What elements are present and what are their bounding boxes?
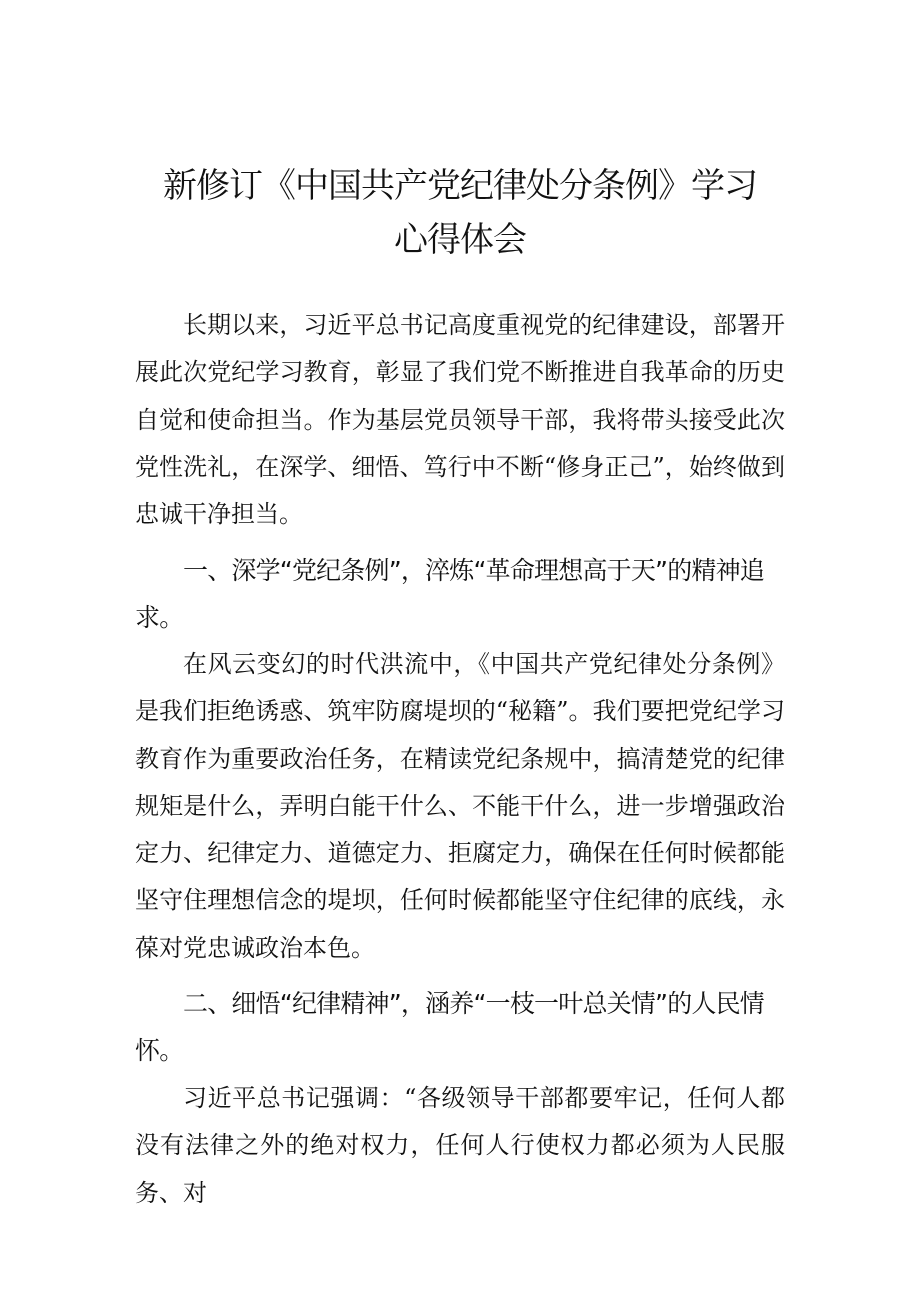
section-2-paragraph: 习近平总书记强调：“各级领导干部都要牢记，任何人都没有法律之外的绝对权力，任何人行使权力都必须为人民服务、对 [135, 1084, 785, 1207]
intro-paragraph: 长期以来，习近平总书记高度重视党的纪律建设，部署开展此次党纪学习教育，彰显了我们党不断推进自我革命的历史自觉和使命担当。作为基层党员领导干部，我将带头接受此次党性洗礼，在深学、细悟、笃行中不断“修身正己”，始终做到忠诚干净担当。 [135, 311, 785, 529]
section-heading-1: 一、深学“党纪条例”，淬炼“革命理想高于天”的精神追求。 [135, 556, 765, 632]
section-1-paragraph: 在风云变幻的时代洪流中，《中国共产党纪律处分条例》是我们拒绝诱惑、筑牢防腐堤坝的“秘籍”。我们要把党纪学习教育作为重要政治任务，在精读党纪条规中，搞清楚党的纪律规矩是什么，弄明白能干什么、不能干什么，进一步增强政治定力、纪律定力、道德定力、拒腐定力，确保在任何时候都能坚守住理想信念的堤坝，任何时候都能坚守住纪律的底线，永葆对党忠诚政治本色。 [135, 650, 785, 962]
document-title-line-1: 新修订《中国共产党纪律处分条例》学习 [163, 166, 757, 206]
section-heading-2: 二、细悟“纪律精神”，涵养“一枝一叶总关情”的人民情怀。 [135, 989, 765, 1065]
document-title-line-2: 心得体会 [394, 220, 526, 260]
